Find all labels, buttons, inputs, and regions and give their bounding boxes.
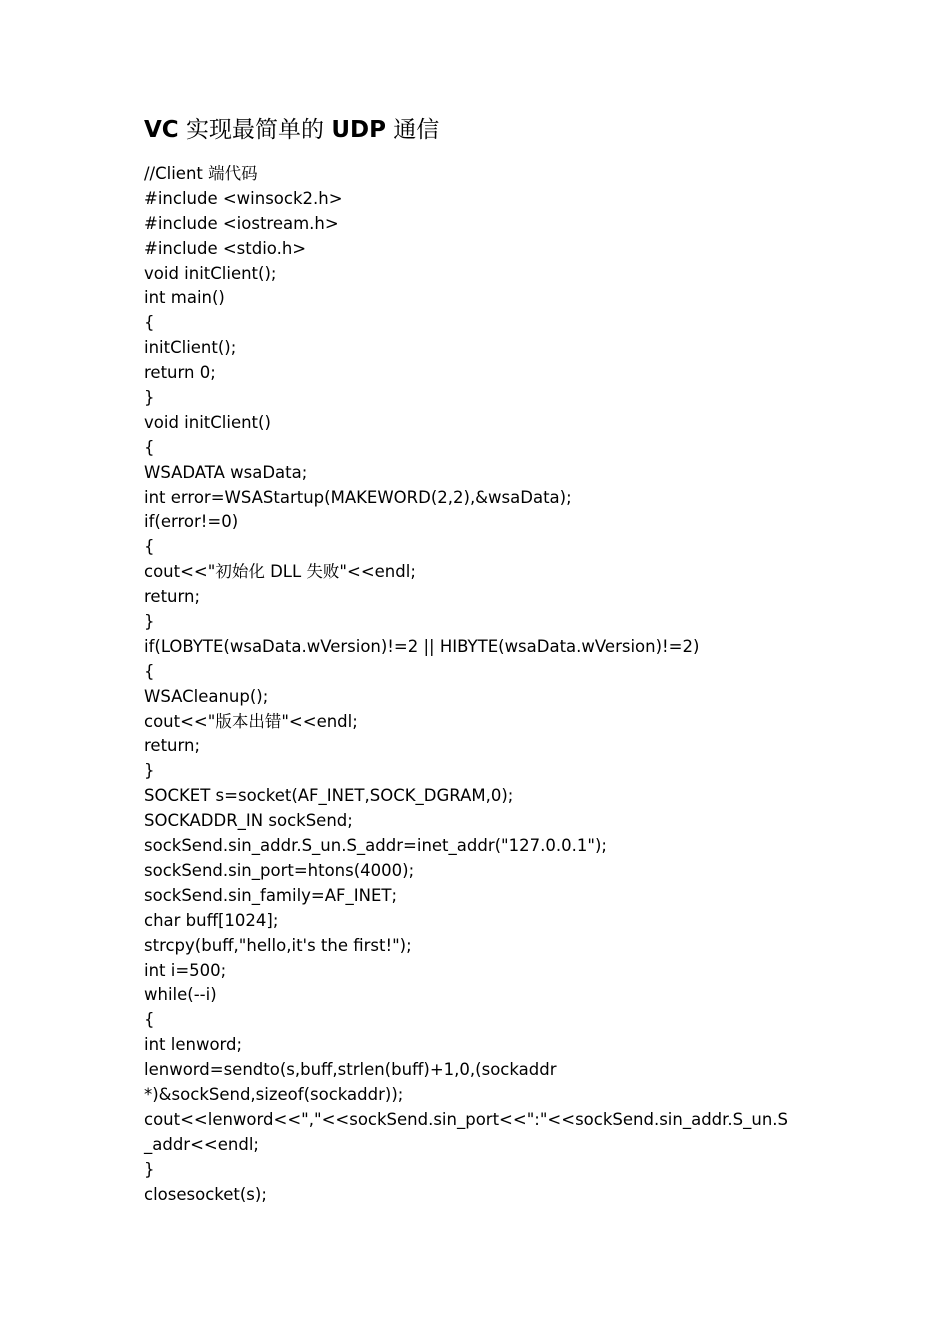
code-line: closesocket(s); [144, 1184, 267, 1204]
code-line: if(error!=0) [144, 512, 239, 532]
code-line: *)&sockSend,sizeof(sockaddr)); [144, 1084, 404, 1104]
code-line: SOCKADDR_IN sockSend; [144, 811, 353, 831]
code-line: cout<<"版本出错"<<endl; [144, 711, 358, 731]
code-line: while(--i) [144, 985, 217, 1005]
code-line: { [144, 537, 155, 557]
document-title [144, 112, 439, 148]
code-line: if(LOBYTE(wsaData.wVersion)!=2 || HIBYTE(wsaData.wVersion)!=2) [144, 636, 700, 656]
code-line: lenword=sendto(s,buff,strlen(buff)+1,0,(sockaddr [144, 1060, 557, 1080]
code-line: } [144, 612, 155, 632]
code-line: #include <winsock2.h> [144, 188, 343, 208]
code-line: _addr<<endl; [144, 1134, 259, 1154]
code-line: { [144, 661, 155, 681]
code-line: } [144, 761, 155, 781]
code-line: int main() [144, 288, 225, 308]
title-vc: VC [144, 117, 179, 143]
code-line: int i=500; [144, 960, 227, 980]
code-line: SOCKET s=socket(AF_INET,SOCK_DGRAM,0); [144, 786, 514, 806]
code-line: sockSend.sin_addr.S_un.S_addr=inet_addr("127.0.0.1"); [144, 836, 607, 856]
code-line: strcpy(buff,"hello,it's the first!"); [144, 935, 412, 955]
code-line: return 0; [144, 363, 216, 383]
code-line: int lenword; [144, 1035, 243, 1055]
code-line: { [144, 1010, 155, 1030]
code-line: //Client 端代码 [144, 164, 258, 183]
title-text: 实现最简单的 [178, 117, 332, 143]
title-udp: UDP [331, 117, 386, 143]
code-line: #include <stdio.h> [144, 238, 307, 258]
code-line: return; [144, 736, 201, 756]
code-line: sockSend.sin_port=htons(4000); [144, 860, 415, 880]
code-line: #include <iostream.h> [144, 213, 339, 233]
code-line: char buff[1024]; [144, 910, 279, 930]
code-line: } [144, 388, 155, 408]
code-line: int error=WSAStartup(MAKEWORD(2,2),&wsaData); [144, 487, 572, 507]
title-suffix: 通信 [385, 117, 440, 143]
code-line: void initClient() [144, 412, 271, 432]
code-line: WSADATA wsaData; [144, 462, 308, 482]
code-line: { [144, 313, 155, 333]
code-line: { [144, 437, 155, 457]
code-line: cout<<lenword<<","<<sockSend.sin_port<<":"<<sockSend.sin_addr.S_un.S [144, 1109, 789, 1129]
code-line: WSACleanup(); [144, 686, 269, 706]
code-line: sockSend.sin_family=AF_INET; [144, 885, 398, 905]
code-line: cout<<"初始化 DLL 失败"<<endl; [144, 562, 416, 582]
code-listing [144, 162, 788, 1207]
code-line: return; [144, 587, 201, 607]
code-line: void initClient(); [144, 263, 277, 283]
code-line: } [144, 1159, 155, 1179]
code-line: initClient(); [144, 338, 237, 358]
